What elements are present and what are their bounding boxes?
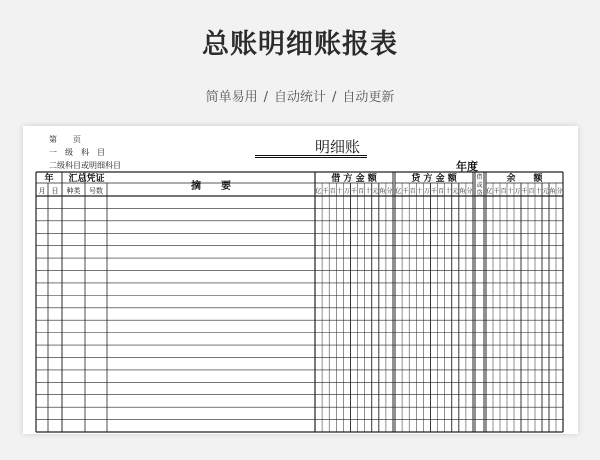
debit-header: 借 方 金 额 — [331, 174, 377, 184]
page-number-label: 第 页 — [49, 135, 81, 144]
direction-header-char: 或 — [476, 182, 483, 189]
subtitle-item: 自动更新 — [342, 90, 395, 105]
direction-header-char: 贷 — [476, 190, 483, 197]
year-label: 年度 — [456, 160, 478, 173]
debit-unit-label: 百 — [358, 188, 365, 195]
subtitle-item: 自动统计 — [273, 90, 326, 105]
balance-unit-label: 元 — [542, 188, 549, 195]
voucher-type-header: 种类 — [66, 187, 81, 195]
credit-unit-label: 角 — [459, 188, 466, 195]
balance-unit-label: 百 — [528, 188, 535, 195]
balance-unit-label: 千 — [493, 188, 500, 195]
account-label: 一 级 科 目 — [49, 148, 105, 157]
subtitle-separator: / — [263, 90, 268, 105]
debit-unit-label: 千 — [322, 188, 329, 195]
year-header: 年 — [44, 174, 54, 184]
credit-header: 贷 方 金 额 — [411, 174, 457, 184]
month-header: 月 — [38, 187, 46, 195]
balance-unit-label: 角 — [549, 188, 556, 195]
credit-unit-label: 百 — [438, 188, 445, 195]
balance-header: 余 额 — [506, 174, 543, 184]
page-title: 总账明细账报表 — [202, 29, 398, 60]
credit-unit-label: 百 — [409, 188, 416, 195]
voucher-header: 汇总凭证 — [68, 174, 105, 184]
balance-unit-label: 千 — [521, 188, 528, 195]
debit-unit-label: 千 — [350, 188, 358, 195]
direction-header-char: 借 — [476, 174, 483, 181]
ledger-grid — [23, 126, 578, 434]
sub-account-label: 二级科目或明细科目 — [49, 161, 121, 170]
debit-unit-label: 分 — [386, 188, 393, 195]
credit-unit-label: 万 — [423, 188, 430, 195]
credit-unit-label: 十 — [416, 188, 423, 195]
debit-unit-label: 亿 — [315, 188, 322, 195]
voucher-number-header: 号数 — [89, 187, 103, 195]
debit-unit-label: 元 — [372, 188, 379, 195]
credit-unit-label: 元 — [452, 188, 459, 195]
ledger-title: 明细账 — [315, 138, 361, 156]
credit-unit-label: 千 — [430, 188, 438, 195]
debit-unit-label: 十 — [336, 188, 343, 195]
subtitle-item: 简单易用 — [205, 90, 258, 105]
subtitle-separator: / — [332, 90, 337, 105]
balance-unit-label: 百 — [500, 188, 507, 195]
summary-header: 摘 要 — [191, 181, 231, 192]
debit-unit-label: 角 — [379, 188, 386, 195]
debit-unit-label: 百 — [329, 188, 336, 195]
balance-unit-label: 十 — [535, 188, 542, 195]
credit-unit-label: 亿 — [395, 188, 402, 195]
credit-unit-label: 千 — [402, 188, 409, 195]
page-subtitle — [0, 86, 600, 105]
balance-unit-label: 十 — [507, 188, 514, 195]
debit-unit-label: 十 — [365, 188, 372, 195]
balance-unit-label: 分 — [556, 188, 563, 195]
balance-unit-label: 万 — [514, 188, 521, 195]
balance-unit-label: 亿 — [486, 188, 493, 195]
debit-unit-label: 万 — [343, 188, 350, 195]
credit-unit-label: 十 — [445, 188, 452, 195]
credit-unit-label: 分 — [466, 188, 473, 195]
ledger-sheet-preview — [23, 126, 578, 434]
day-header: 日 — [51, 187, 59, 195]
